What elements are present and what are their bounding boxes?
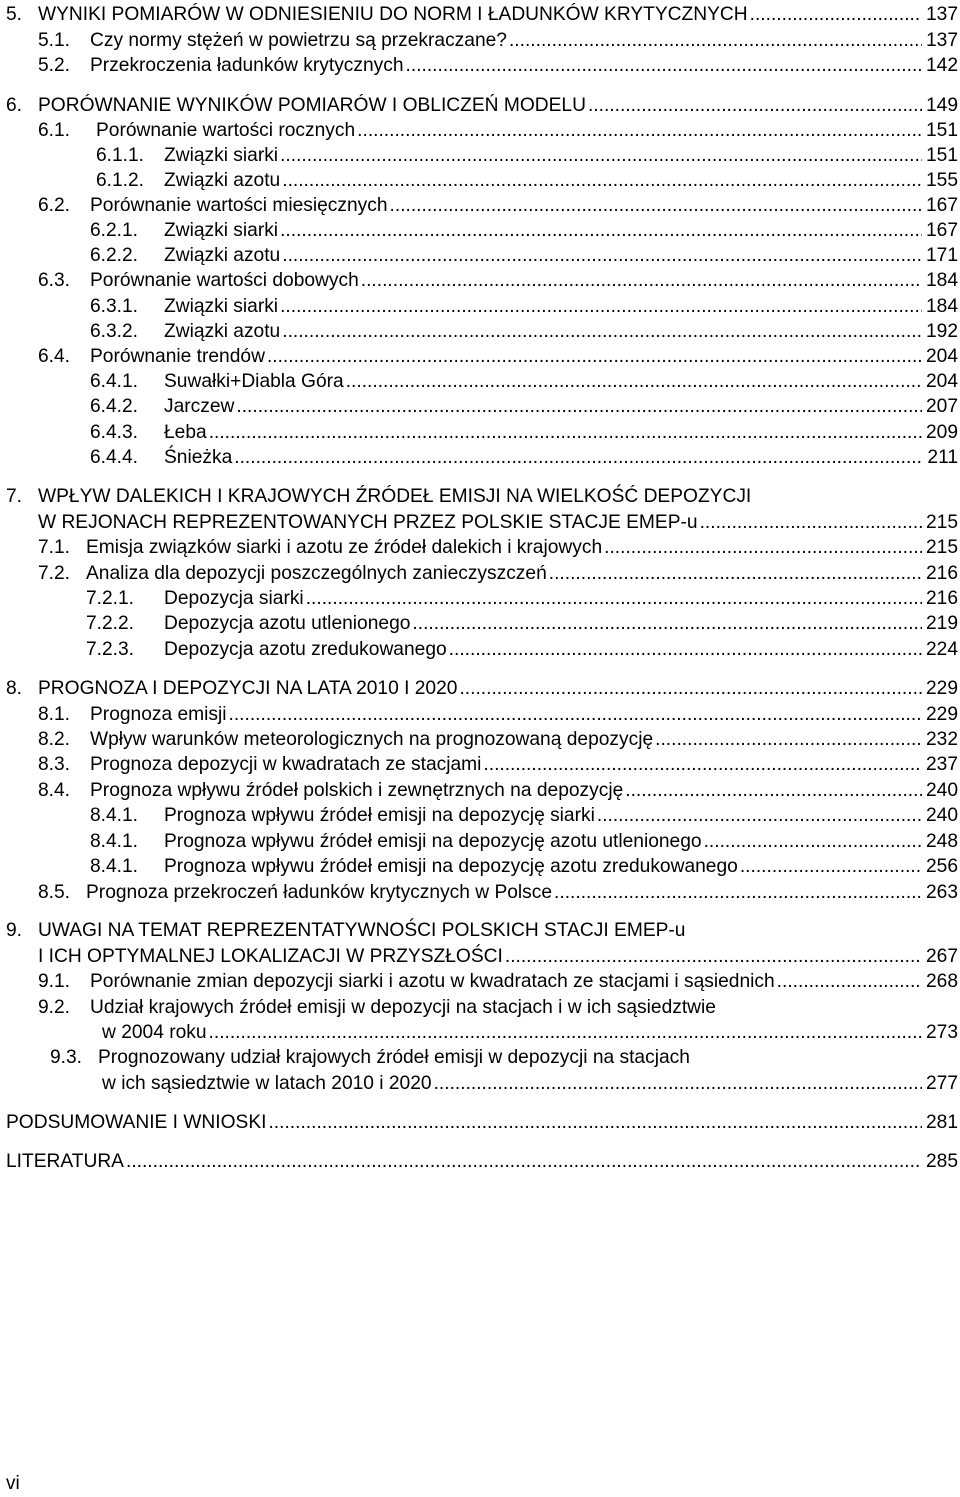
toc-entry-page: 240 [925, 780, 958, 801]
toc-entry-number: 5.2. [38, 55, 71, 76]
toc-leader-dots [282, 243, 922, 269]
toc-entry[interactable] [0, 702, 960, 728]
toc-entry-number: 8.2. [38, 729, 71, 750]
toc-entry-title: Prognoza emisji [90, 704, 227, 725]
toc-entry-number: 6.4.3. [90, 422, 139, 443]
toc-entry-page: 229 [925, 704, 958, 725]
toc-entry-number: 8.3. [38, 754, 71, 775]
toc-entry[interactable] [0, 778, 960, 804]
toc-entry-title: Prognoza wpływu źródeł emisji na depozycję azotu utlenionego [164, 831, 702, 852]
toc-entry-title: Udział krajowych źródeł emisji w depozycji na stacjach i w ich sąsiedztwie [90, 997, 716, 1018]
toc-entry-page: 204 [925, 371, 958, 392]
toc-entry-page: 229 [925, 678, 958, 699]
toc-entry-number: 5. [6, 4, 23, 25]
toc-entry-page: 267 [925, 946, 958, 967]
toc-entry-number: 6.4.1. [90, 371, 139, 392]
toc-leader-dots [434, 1071, 922, 1097]
toc-entry-title: I ICH OPTYMALNEJ LOKALIZACJI W PRZYSZŁOŚCI [38, 946, 503, 967]
toc-leader-dots [588, 93, 922, 119]
toc-entry-title: Depozycja azotu utlenionego [164, 613, 411, 634]
toc-leader-dots [655, 727, 922, 753]
toc-entry[interactable] [0, 727, 960, 753]
toc-entry-number: 6.4.4. [90, 447, 139, 468]
toc-leader-dots [229, 702, 922, 728]
toc-entry-number: 8.4.1. [90, 831, 139, 852]
toc-entry-number: 8.4.1. [90, 856, 139, 877]
toc-entry-title: Prognoza depozycji w kwadratach ze stacjami [90, 754, 482, 775]
toc-leader-dots [740, 854, 922, 880]
toc-entry-title: Porównanie wartości dobowych [90, 270, 359, 291]
toc-entry-number: 6.2.2. [90, 245, 139, 266]
toc-leader-dots [625, 778, 922, 804]
toc-entry-number: 6.3.2. [90, 321, 139, 342]
toc-entry-page: 232 [925, 729, 958, 750]
toc-entry-title: Śnieżka [164, 447, 233, 468]
toc-entry-title: LITERATURA [6, 1151, 124, 1172]
toc-entry[interactable] [0, 535, 960, 561]
toc-entry-title: PODSUMOWANIE I WNIOSKI [6, 1112, 267, 1133]
toc-leader-dots [509, 28, 922, 54]
toc-entry[interactable] [0, 1149, 960, 1175]
toc-entry[interactable] [0, 803, 960, 829]
toc-entry-title: Czy normy stężeń w powietrzu są przekraczane? [90, 30, 507, 51]
toc-entry-page: 207 [925, 396, 958, 417]
toc-entry-title: Łeba [164, 422, 207, 443]
toc-entry-number: 6.2. [38, 195, 71, 216]
toc-leader-dots [459, 676, 922, 702]
toc-entry-page: 192 [925, 321, 958, 342]
toc-entry-page: 273 [925, 1022, 958, 1043]
toc-entry-number: 7.2.1. [86, 588, 135, 609]
toc-entry[interactable] [0, 611, 960, 637]
toc-entry-title: Suwałki+Diabla Góra [164, 371, 344, 392]
toc-entry-title: Wpływ warunków meteorologicznych na prognozowaną depozycję [90, 729, 654, 750]
toc-entry-page: 237 [925, 754, 958, 775]
toc-entry-page: 216 [925, 563, 958, 584]
toc-entry-title: Prognoza wpływu źródeł emisji na depozycję azotu zredukowanego [164, 856, 738, 877]
toc-entry[interactable] [0, 2, 960, 28]
toc-entry-title: WYNIKI POMIARÓW W ODNIESIENIU DO NORM I ŁADUNKÓW KRYTYCZNYCH [38, 4, 748, 25]
toc-entry-page: 215 [925, 512, 958, 533]
toc-entry-page: 204 [925, 346, 958, 367]
page-number-footer: vi [6, 1473, 20, 1494]
toc-entry-title: PROGNOZA I DEPOZYCJI NA LATA 2010 I 2020 [38, 678, 458, 699]
toc-leader-dots [704, 829, 922, 855]
toc-entry[interactable] [0, 561, 960, 587]
toc-entry[interactable] [0, 294, 960, 320]
toc-leader-dots [209, 420, 922, 446]
toc-leader-dots [282, 319, 922, 345]
toc-entry-page: 240 [925, 805, 958, 826]
toc-entry[interactable] [0, 969, 960, 995]
toc-entry[interactable] [0, 1020, 960, 1046]
toc-entry[interactable] [0, 93, 960, 119]
toc-leader-dots [126, 1149, 922, 1175]
toc-entry-title: W REJONACH REPREZENTOWANYCH PRZEZ POLSKIE STACJE EMEP-u [38, 512, 698, 533]
toc-leader-dots [280, 218, 922, 244]
toc-entry-number: 9.2. [38, 997, 71, 1018]
toc-entry-number: 6.3.1. [90, 296, 139, 317]
toc-entry-number: 5.1. [38, 30, 71, 51]
toc-entry-page: 256 [925, 856, 958, 877]
toc-entry-page: 211 [927, 447, 958, 468]
toc-entry-title: UWAGI NA TEMAT REPREZENTATYWNOŚCI POLSKICH STACJI EMEP-u [38, 920, 686, 941]
toc-leader-dots [597, 803, 922, 829]
toc-entry[interactable] [0, 829, 960, 855]
toc-entry-number: 6.1.2. [96, 170, 145, 191]
toc-entry-number: 6.4. [38, 346, 71, 367]
toc-entry-page: 167 [925, 220, 958, 241]
toc-entry[interactable] [0, 143, 960, 169]
toc-entry-page: 184 [925, 296, 958, 317]
toc-leader-dots [361, 268, 922, 294]
toc-entry-page: 219 [925, 613, 958, 634]
toc-entry-page: 224 [925, 639, 958, 660]
toc-entry-page: 209 [925, 422, 958, 443]
toc-entry-page: 167 [925, 195, 958, 216]
toc-leader-dots [346, 369, 922, 395]
toc-leader-dots [236, 394, 922, 420]
toc-entry-page: 285 [925, 1151, 958, 1172]
toc-entry-number: 6.1. [38, 120, 71, 141]
toc-entry[interactable] [0, 28, 960, 54]
toc-entry[interactable] [0, 880, 960, 906]
toc-entry-page: 142 [925, 55, 958, 76]
toc-entry-page: 151 [925, 120, 958, 141]
toc-entry-page: 149 [925, 95, 958, 116]
toc-leader-dots [267, 344, 922, 370]
toc-entry-title: w 2004 roku [102, 1022, 207, 1043]
toc-entry-number: 9.3. [50, 1047, 83, 1068]
toc-entry[interactable] [0, 1045, 960, 1071]
toc-entry-title: Prognoza wpływu źródeł emisji na depozycję siarki [164, 805, 595, 826]
toc-entry-title: Związki siarki [164, 145, 279, 166]
toc-entry-title: Związki azotu [164, 170, 281, 191]
toc-entry-page: 263 [925, 882, 958, 903]
toc-entry-title: Analiza dla depozycji poszczególnych zanieczyszczeń [86, 563, 547, 584]
toc-entry[interactable] [0, 268, 960, 294]
toc-entry-number: 8. [6, 678, 23, 699]
toc-entry[interactable] [0, 193, 960, 219]
toc-entry-page: 248 [925, 831, 958, 852]
toc-leader-dots [406, 53, 922, 79]
toc-entry-number: 8.4.1. [90, 805, 139, 826]
toc-entry[interactable] [0, 995, 960, 1021]
toc-entry-title: Porównanie wartości miesięcznych [90, 195, 388, 216]
toc-entry[interactable] [0, 243, 960, 269]
toc-entry[interactable] [0, 369, 960, 395]
toc-entry[interactable] [0, 168, 960, 194]
toc-entry-number: 7.2.2. [86, 613, 135, 634]
toc-entry-number: 6.4.2. [90, 396, 139, 417]
toc-entry-number: 6.1.1. [96, 145, 145, 166]
toc-entry-page: 137 [925, 30, 958, 51]
toc-entry-title: Prognozowany udział krajowych źródeł emisji w depozycji na stacjach [98, 1047, 690, 1068]
toc-leader-dots [357, 118, 922, 144]
toc-entry-page: 277 [925, 1073, 958, 1094]
toc-entry-page: 155 [925, 170, 958, 191]
toc-entry[interactable] [0, 319, 960, 345]
toc-entry[interactable] [0, 445, 960, 471]
toc-leader-dots [282, 168, 922, 194]
toc-entry-page: 171 [925, 245, 958, 266]
toc-entry-title: Depozycja azotu zredukowanego [164, 639, 447, 660]
toc-entry[interactable] [0, 218, 960, 244]
toc-entry-number: 8.5. [38, 882, 71, 903]
toc-leader-dots [777, 969, 922, 995]
toc-leader-dots [390, 193, 922, 219]
toc-entry[interactable] [0, 344, 960, 370]
toc-entry-number: 9.1. [38, 971, 71, 992]
toc-entry-title: Emisja związków siarki i azotu ze źródeł dalekich i krajowych [86, 537, 603, 558]
toc-entry-title: Porównanie trendów [90, 346, 265, 367]
toc-entry-number: 7. [6, 486, 23, 507]
toc-entry[interactable] [0, 53, 960, 79]
toc-leader-dots [268, 1110, 922, 1136]
toc-leader-dots [412, 611, 922, 637]
toc-entry-title: Związki azotu [164, 245, 281, 266]
toc-entry-title: Prognoza wpływu źródeł polskich i zewnętrznych na depozycję [90, 780, 624, 801]
toc-leader-dots [280, 294, 922, 320]
toc-entry[interactable] [0, 637, 960, 663]
toc-entry-page: 137 [925, 4, 958, 25]
toc-entry-number: 6.3. [38, 270, 71, 291]
toc-entry-title: Porównanie wartości rocznych [96, 120, 356, 141]
toc-entry-title: Prognoza przekroczeń ładunków krytycznych w Polsce [86, 882, 553, 903]
toc-entry-title: w ich sąsiedztwie w latach 2010 i 2020 [102, 1073, 432, 1094]
toc-leader-dots [554, 880, 922, 906]
toc-entry-title: Przekroczenia ładunków krytycznych [90, 55, 404, 76]
toc-entry-title: Depozycja siarki [164, 588, 304, 609]
toc-entry-page: 216 [925, 588, 958, 609]
toc-entry[interactable] [0, 854, 960, 880]
toc-leader-dots [449, 637, 922, 663]
toc-leader-dots [306, 586, 922, 612]
toc-entry[interactable] [0, 1110, 960, 1136]
toc-entry-number: 6. [6, 95, 23, 116]
toc-leader-dots [700, 510, 922, 536]
toc-entry-number: 6.2.1. [90, 220, 139, 241]
toc-entry-page: 281 [925, 1112, 958, 1133]
toc-entry[interactable] [0, 752, 960, 778]
toc-leader-dots [209, 1020, 922, 1046]
toc-entry-number: 8.4. [38, 780, 71, 801]
toc-leader-dots [604, 535, 922, 561]
toc-leader-dots [280, 143, 922, 169]
toc-leader-dots [750, 2, 922, 28]
toc-entry-page: 151 [925, 145, 958, 166]
toc-entry-title: Jarczew [164, 396, 235, 417]
toc-leader-dots [505, 944, 922, 970]
toc-entry-title: WPŁYW DALEKICH I KRAJOWYCH ŹRÓDEŁ EMISJI NA WIELKOŚĆ DEPOZYCJI [38, 486, 752, 507]
toc-entry-page: 184 [925, 270, 958, 291]
toc-entry-title: Związki siarki [164, 296, 279, 317]
toc-entry-number: 9. [6, 920, 23, 941]
toc-entry[interactable] [0, 118, 960, 144]
toc-entry-title: Porównanie zmian depozycji siarki i azotu w kwadratach ze stacjami i sąsiednich [90, 971, 775, 992]
toc-entry-number: 7.1. [38, 537, 71, 558]
toc-entry[interactable] [0, 510, 960, 536]
toc-entry[interactable] [0, 918, 960, 944]
toc-leader-dots [234, 445, 923, 471]
toc-entry-number: 8.1. [38, 704, 71, 725]
toc-entry[interactable] [0, 676, 960, 702]
toc-entry-number: 7.2. [38, 563, 71, 584]
toc-leader-dots [483, 752, 922, 778]
toc-entry-number: 7.2.3. [86, 639, 135, 660]
toc-entry[interactable] [0, 484, 960, 510]
toc-leader-dots [549, 561, 922, 587]
toc-entry[interactable] [0, 420, 960, 446]
toc-entry-title: Związki azotu [164, 321, 281, 342]
toc-entry-page: 268 [925, 971, 958, 992]
toc-entry[interactable] [0, 1071, 960, 1097]
toc-entry-title: PORÓWNANIE WYNIKÓW POMIARÓW I OBLICZEŃ MODELU [38, 95, 586, 116]
toc-entry[interactable] [0, 394, 960, 420]
toc-entry-page: 215 [925, 537, 958, 558]
toc-entry[interactable] [0, 586, 960, 612]
toc-entry[interactable] [0, 944, 960, 970]
toc-entry-title: Związki siarki [164, 220, 279, 241]
